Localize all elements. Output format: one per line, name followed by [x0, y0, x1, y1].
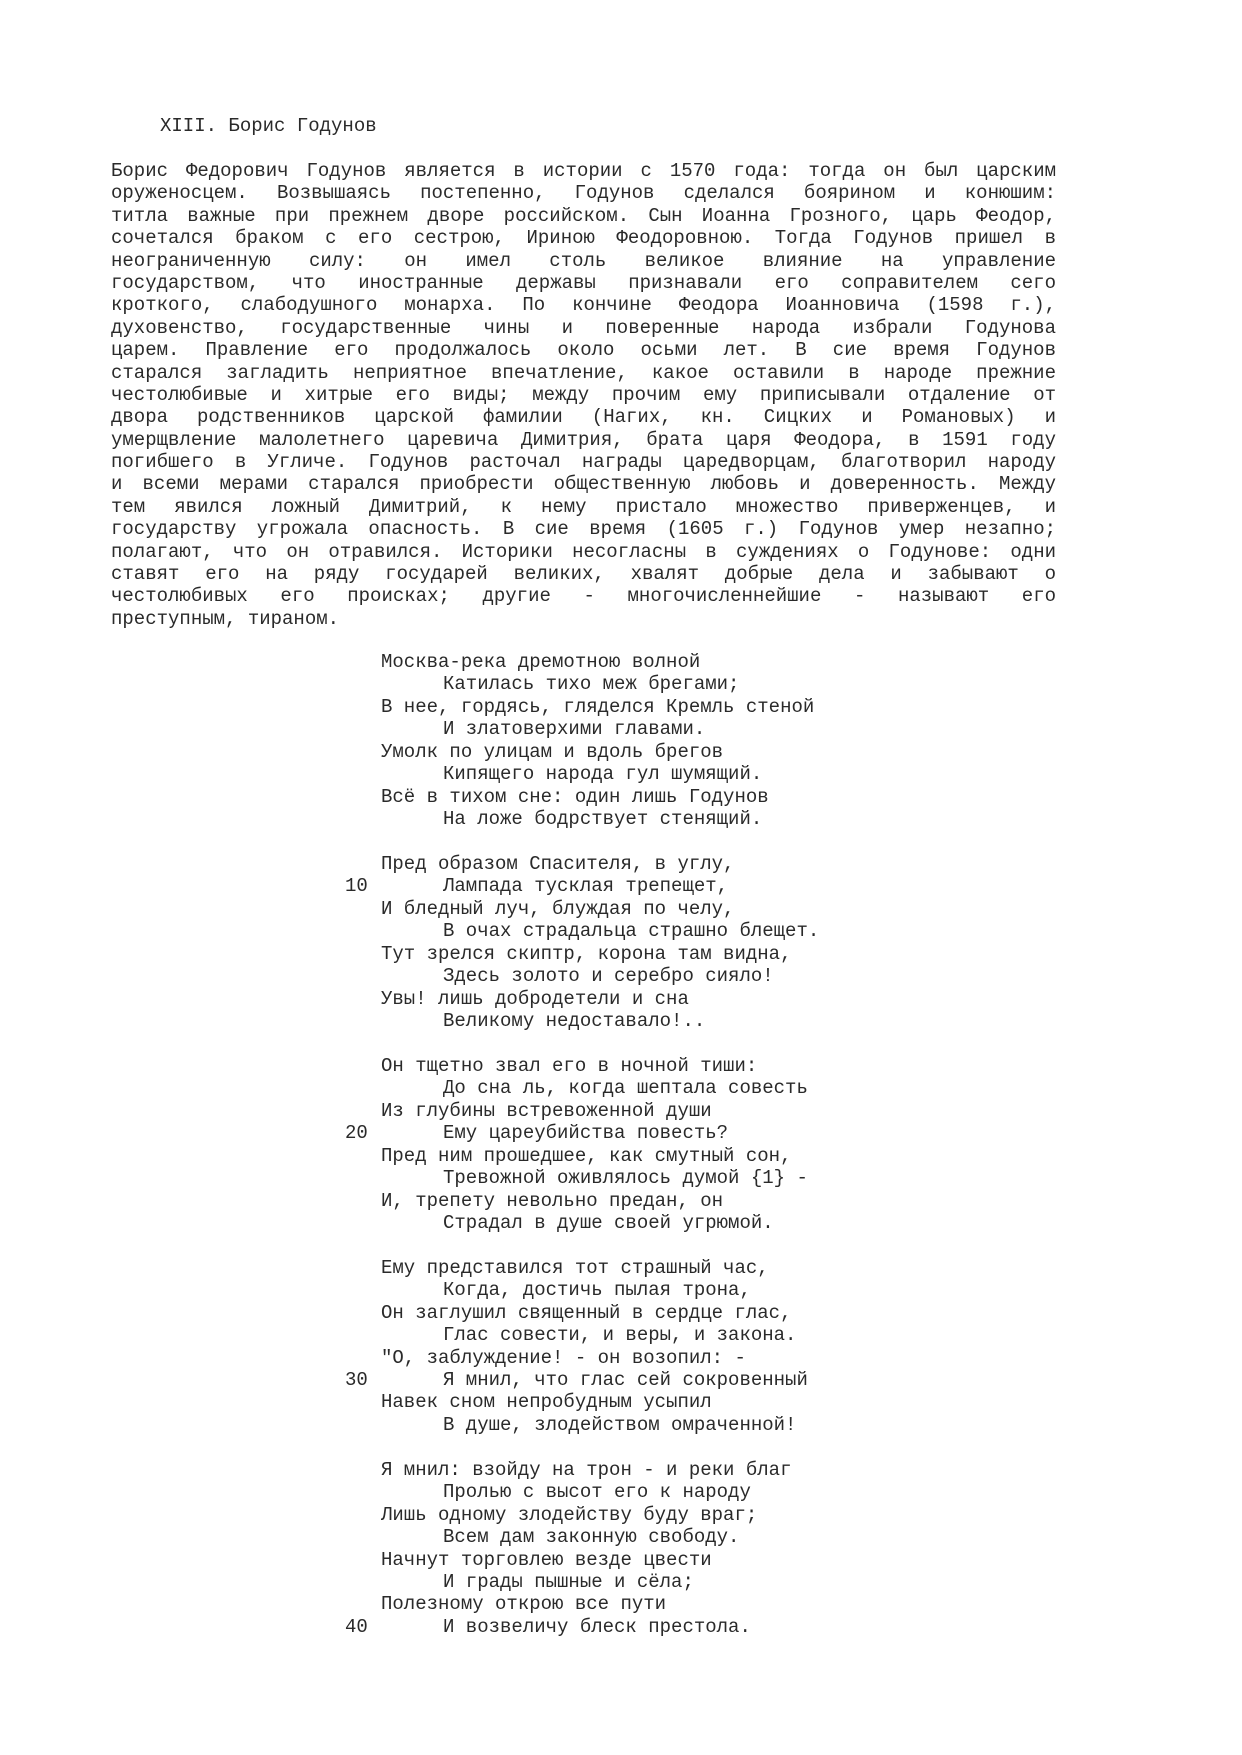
- poem-line-text: Увы! лишь добродетели и сна: [381, 987, 689, 1010]
- poem-line-text: Кипящего народа гул шумящий.: [443, 763, 763, 786]
- intro-line: честолюбивых его происках; другие - многочисленнейшие - называют его: [111, 585, 1056, 608]
- poem-line-text: Здесь золото и серебро сияло!: [443, 965, 774, 988]
- intro-line: и всеми мерами старался приобрести общественную любовь и доверенность. Между: [111, 473, 1056, 496]
- poem-line-text: В нее, гордясь, гляделся Кремль стеной: [381, 695, 815, 718]
- poem-line-text: И златоверхими главами.: [443, 718, 706, 741]
- poem-line-text: Ему цареубийства повесть?: [443, 1122, 729, 1145]
- poem-line-text: Пред образом Спасителя, в углу,: [381, 852, 735, 875]
- poem-line-text: Великому недоставало!..: [443, 1010, 706, 1032]
- intro-line: кроткого, слабодушного монарха. По кончине Феодора Иоанновича (1598 г.),: [111, 294, 1056, 317]
- poem-line-text: Я мнил, что глас сей сокровенный: [443, 1369, 808, 1391]
- poem-line-text: И, трепету невольно предан, он: [381, 1189, 724, 1212]
- intro-line: двора родственников царской фамилии (Нагих, кн. Сицких и Романовых) и: [111, 406, 1056, 429]
- intro-line: неограниченную силу: он имел столь великое влияние на управление: [111, 249, 1056, 272]
- poem-line-text: Он заглушил священный в сердце глас,: [381, 1301, 792, 1324]
- poem-line-text: Страдал в душе своей угрюмой.: [443, 1211, 774, 1234]
- line-number: 10: [345, 875, 368, 898]
- intro-line: погибшего в Угличе. Годунов расточал награды царедворцам, благотворил народу: [111, 451, 1056, 474]
- intro-line: Борис Федорович Годунов является в истории с 1570 года: тогда он был царским: [111, 160, 1056, 182]
- line-number: 40: [345, 1615, 368, 1638]
- poem-line-text: И возвеличу блеск престола.: [443, 1615, 751, 1638]
- poem-line-text: Лампада тусклая трепещет,: [443, 875, 729, 898]
- poem-line-text: Пред ним прошедшее, как смутный сон,: [381, 1144, 792, 1167]
- intro-line: титла важные при прежнем дворе российском. Сын Иоанна Грозного, царь Феодор,: [111, 204, 1056, 227]
- poem-line-text: Он тщетно звал его в ночной тиши:: [381, 1054, 758, 1077]
- intro-line: духовенство, государственные чины и поверенные народа избрали Годунова: [111, 316, 1056, 339]
- poem-line-text: И грады пышные и сёла;: [443, 1570, 694, 1593]
- line-number: 20: [345, 1122, 368, 1145]
- poem-line-text: Навек сном непробудным усыпил: [381, 1391, 712, 1414]
- intro-line: царем. Правление его продолжалось около осьми лет. В сие время Годунов: [111, 339, 1056, 362]
- poem-line-text: Пролью с высот его к народу: [443, 1481, 751, 1504]
- line-number: 30: [345, 1369, 368, 1391]
- poem-line-text: Лишь одному злодейству буду враг;: [381, 1503, 758, 1526]
- poem-line-text: Глас совести, и веры, и закона.: [443, 1324, 797, 1347]
- intro-line: сочетался браком с его сестрою, Ириною Феодоровною. Тогда Годунов пришел в: [111, 227, 1056, 250]
- poem-line-text: Москва-река дремотною волной: [381, 651, 701, 673]
- intro-line: оруженосцем. Возвышаясь постепенно, Годунов сделался боярином и конюшим:: [111, 182, 1056, 205]
- intro-line: ставят его на ряду государей великих, хвалят добрые дела и забывают о: [111, 563, 1056, 586]
- page-title: XIII. Борис Годунов: [160, 115, 377, 137]
- intro-line: старался загладить неприятное впечатление, какое оставили в народе прежние: [111, 361, 1056, 384]
- poem-line-text: На ложе бодрствует стенящий.: [443, 808, 763, 831]
- intro-line: тем явился ложный Димитрий, к нему пристало множество приверженцев, и: [111, 495, 1056, 518]
- poem-line-text: Тревожной оживлялось думой {1} -: [443, 1167, 808, 1190]
- poem-line-text: Когда, достичь пылая трона,: [443, 1279, 751, 1302]
- poem-line-text: Ему представился тот страшный час,: [381, 1256, 769, 1279]
- poem-line-text: Всё в тихом сне: один лишь Годунов: [381, 785, 769, 808]
- poem-line-text: В очах страдальца страшно блещет.: [443, 920, 820, 943]
- poem-line-text: Я мнил: взойду на трон - и реки благ: [381, 1458, 792, 1481]
- poem-line-text: Полезному открою все пути: [381, 1593, 667, 1616]
- intro-paragraph: [111, 160, 1056, 630]
- intro-line: государству угрожала опасность. В сие время (1605 г.) Годунов умер незапно;: [111, 518, 1056, 541]
- poem-line-text: "О, заблуждение! - он возопил: -: [381, 1346, 746, 1369]
- poem-line-text: Всем дам законную свободу.: [443, 1526, 740, 1549]
- poem-line-text: Катилась тихо меж брегами;: [443, 673, 740, 696]
- intro-line: полагают, что он отравился. Историки несогласны в суждениях о Годунове: одни: [111, 540, 1056, 563]
- poem-line-text: И бледный луч, блуждая по челу,: [381, 897, 735, 920]
- poem-line-text: До сна ль, когда шептала совесть: [443, 1077, 808, 1100]
- intro-line: умерщвление малолетнего царевича Димитрия, брата царя Феодора, в 1591 году: [111, 428, 1056, 451]
- intro-line: преступным, тираном.: [111, 607, 340, 630]
- intro-line: честолюбивые и хитрые его виды; между прочим ему приписывали отдаление от: [111, 383, 1056, 406]
- intro-line: государством, что иностранные державы признавали его соправителем сего: [111, 271, 1056, 294]
- poem-line-text: Умолк по улицам и вдоль брегов: [381, 740, 724, 763]
- poem-line-text: Начнут торговлею везде цвести: [381, 1548, 712, 1571]
- poem-line-text: Тут зрелся скиптр, корона там видна,: [381, 942, 792, 965]
- poem-line-text: В душе, злодейством омраченной!: [443, 1413, 797, 1436]
- poem-line-text: Из глубины встревоженной души: [381, 1099, 712, 1122]
